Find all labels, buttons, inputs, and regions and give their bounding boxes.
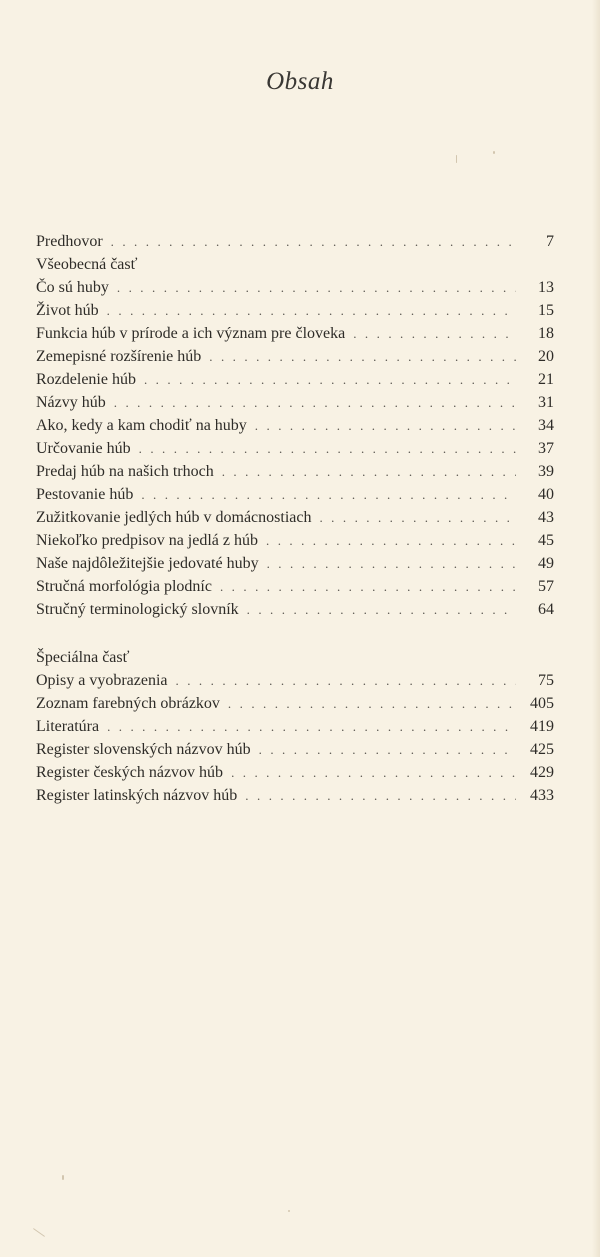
toc-entry-page: 31 [538,394,554,411]
toc-special-section [36,646,554,807]
toc-entry-page: 34 [538,417,554,434]
dot-leader [222,460,516,483]
page-edge-shadow [592,0,600,1257]
toc-entry-page: 49 [538,555,554,572]
page-title: Obsah [266,68,334,95]
toc-entry-page: 419 [530,718,554,735]
toc-entry [36,784,554,807]
dot-leader [139,437,516,460]
toc-entry [36,529,554,552]
dot-leader [228,692,516,715]
toc-entry-label: Niekoľko predpisov na jedlá z húb [36,532,258,549]
toc-entry [36,669,554,692]
toc-entry-page: 21 [538,371,554,388]
toc-entry [36,692,554,715]
toc-entry-label: Predaj húb na našich trhoch [36,463,214,480]
toc-entry [36,230,554,253]
toc-entry-label: Názvy húb [36,394,106,411]
toc-entry [36,437,554,460]
toc-entry [36,506,554,529]
toc-entry-label: Rozdelenie húb [36,371,136,388]
dot-leader [259,738,516,761]
toc-entry-label: Naše najdôležitejšie jedovaté huby [36,555,259,572]
toc-entry [36,483,554,506]
dot-leader [319,506,516,529]
toc-entry-page: 40 [538,486,554,503]
toc-entry [36,391,554,414]
dot-leader [255,414,516,437]
toc-entry-page: 37 [538,440,554,457]
toc-entry-page: 18 [538,325,554,342]
toc-entry-label: Čo sú huby [36,279,109,296]
toc-entry-label: Pestovanie húb [36,486,134,503]
dot-leader [209,345,516,368]
toc-entry-page: 20 [538,348,554,365]
toc-entry-label: Ako, kedy a kam chodiť na huby [36,417,247,434]
dot-leader [247,598,516,621]
toc-entry-page: 13 [538,279,554,296]
toc-entry-label: Register slovenských názvov húb [36,741,251,758]
toc-entry-label: Funkcia húb v prírode a ich význam pre človeka [36,325,346,342]
toc-entry [36,276,554,299]
toc-entry-label: Zemepisné rozšírenie húb [36,348,202,365]
toc-entry [36,322,554,345]
dot-leader [245,784,516,807]
toc-general-section [36,230,554,621]
toc-entry [36,598,554,621]
toc-entry-label: Zužitkovanie jedlých húb v domácnostiach [36,509,312,526]
dot-leader [176,669,516,692]
toc-entry-page: 7 [546,233,554,250]
section-heading-special: Špeciálna časť [36,649,130,666]
toc-entry-page: 433 [530,787,554,804]
toc-entry [36,575,554,598]
toc-entry-label: Stručný terminologický slovník [36,601,239,618]
toc-entry [36,715,554,738]
dot-leader [114,391,516,414]
toc-entry-page: 45 [538,532,554,549]
dot-leader [141,483,516,506]
toc-entry-page: 15 [538,302,554,319]
dot-leader [111,230,516,253]
toc-entry-label: Register latinských názvov húb [36,787,238,804]
toc-entry-page: 64 [538,601,554,618]
toc-entry-label: Zoznam farebných obrázkov [36,695,220,712]
dot-leader [231,761,516,784]
toc-entry [36,460,554,483]
toc-entry-page: 57 [538,578,554,595]
toc-entry-page: 43 [538,509,554,526]
toc-entry-label: Stručná morfológia plodníc [36,578,212,595]
toc-entry-label: Opisy a vyobrazenia [36,672,168,689]
toc-entry [36,368,554,391]
toc-entry [36,299,554,322]
dot-leader [107,715,516,738]
toc-entry [36,345,554,368]
paper-speck [288,1210,290,1212]
paper-speck [493,151,495,154]
toc-entry-label: Predhovor [36,233,103,250]
toc-entry-page: 429 [530,764,554,781]
dot-leader [117,276,516,299]
dot-leader [353,322,516,345]
toc-entry-page: 75 [538,672,554,689]
toc-entry-label: Určovanie húb [36,440,131,457]
toc-entry-label: Register českých názvov húb [36,764,224,781]
section-heading-general: Všeobecná časť [36,256,138,273]
toc-entry [36,761,554,784]
paper-speck [62,1175,64,1180]
dot-leader [266,529,516,552]
dot-leader [267,552,516,575]
paper-speck [456,155,457,163]
toc-entry-label: Život húb [36,302,99,319]
dot-leader [220,575,516,598]
toc-entry [36,552,554,575]
toc-entry-page: 39 [538,463,554,480]
toc-entry-label: Literatúra [36,718,100,735]
dot-leader [144,368,516,391]
toc-entry [36,414,554,437]
toc-entry-page: 405 [530,695,554,712]
dot-leader [107,299,516,322]
toc-entry [36,738,554,761]
paper-speck [33,1228,45,1237]
toc-entry-page: 425 [530,741,554,758]
